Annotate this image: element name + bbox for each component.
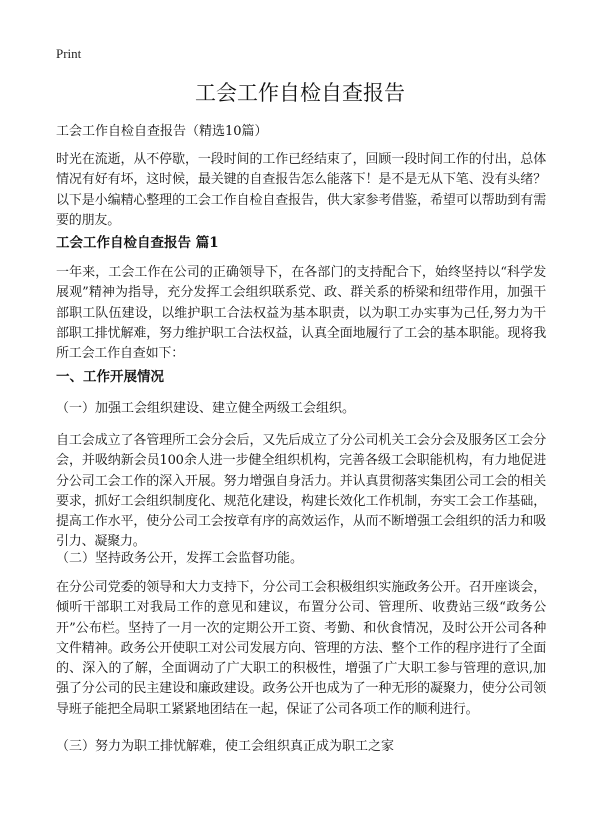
print-label[interactable]: Print xyxy=(56,46,82,61)
article1-heading: 工会工作自检自查报告 篇1 xyxy=(56,235,219,251)
document-title: 工会工作自检自查报告 xyxy=(195,81,405,105)
subsection2-paragraph: 在分公司党委的领导和大力支持下，分公司工会积极组织实施政务公开。召开座谈会，倾听干部职工对我局工作的意见和建议，布置分公司、管理所、收费站三级“政务公开”公布栏。坚持了一月一次的定期公开工资、考勤、和伙食情况，及时公开公司各种文件精神。政务公开使职工对公司发展方向、管理的方法、整个工作的程序进行了全面的、深入的了解，全面调动了广大职工的积极性，增强了广大职工参与管理的意识,加强了分公司的民主建设和廉政建设。政务公开也成为了一种无形的凝聚力，使分公司领导班子能把全局职工紧紧地团结在一起，保证了公司各项工作的顺利进行。 xyxy=(56,580,546,717)
document-subtitle: 工会工作自检自查报告（精选10篇） xyxy=(56,124,268,139)
subsection1-heading: （一）加强工会组织建设、建立健全两级工会组织。 xyxy=(56,401,356,416)
article1-intro-paragraph: 一年来，工会工作在公司的正确领导下，在各部门的支持配合下，始终坚持以“科学发展观”精神为指导，充分发挥工会组织联系党、政、群关系的桥梁和纽带作用，加强干部职工队伍建设，以维护职工合法权益为基本职责，以为职工办实事为己任,努力为干部职工排忧解难，努力维护职工合法权益，认真全面地履行了工会的基本职能。现将我所工会工作自查如下： xyxy=(56,265,546,362)
subsection3-heading: （三）努力为职工排忧解难，使工会组织真正成为职工之家 xyxy=(56,739,395,754)
intro-paragraph: 时光在流逝，从不停歇，一段时间的工作已经结束了，回顾一段时间工作的付出，总体情况有好有坏，这时候，最关键的自查报告怎么能落下！是不是无从下笔、没有头绪？以下是小编精心整理的工会工作自检自查报告，供大家参考借鉴，希望可以帮助到有需要的朋友。 xyxy=(56,152,546,228)
subsection1-paragraph: 自工会成立了各管理所工会分会后，又先后成立了分公司机关工会分会及服务区工会分会，并吸纳新会员100余人进一步健全组织机构，完善各级工会职能机构，有力地促进分公司工会工作的深入开展。努力增强自身活力。并认真贯彻落实集团公司工会的相关要求，抓好工会组织制度化、规范化建设，构建长效化工作机制，夯实工会工作基础，提高工作水平，使分公司工会按章有序的高效运作，从而不断增强工会组织的活力和吸引力、凝聚力。 xyxy=(56,433,546,550)
subsection2-heading: （二）坚持政务公开，发挥工会监督功能。 xyxy=(56,551,304,566)
section1-heading: 一、工作开展情况 xyxy=(56,369,164,385)
